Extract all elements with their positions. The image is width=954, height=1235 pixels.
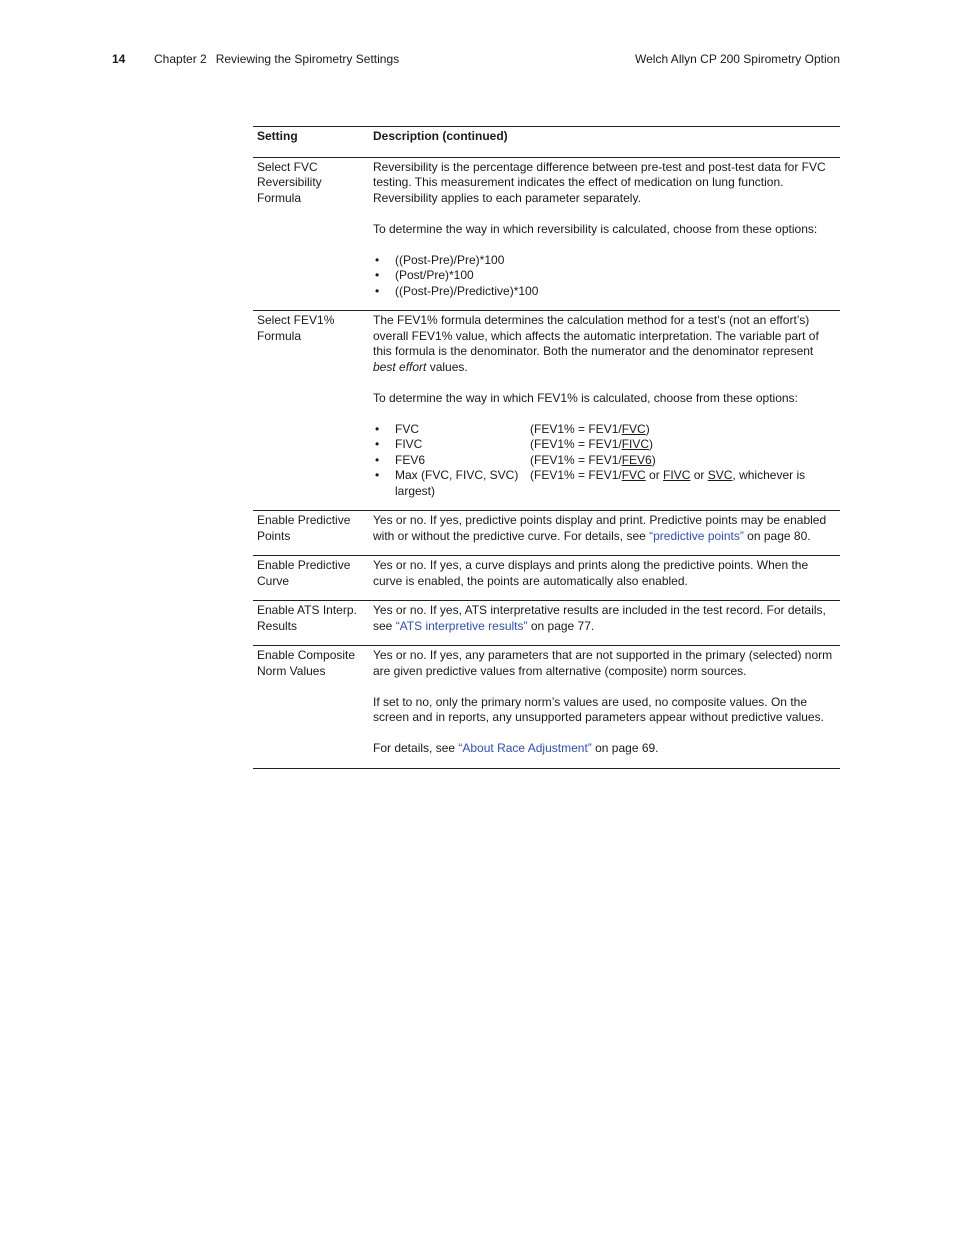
setting-name: Enable Predictive Points <box>253 511 369 556</box>
cross-reference-link[interactable]: “predictive points” <box>649 528 744 543</box>
description-paragraph <box>373 741 836 757</box>
setting-description <box>369 157 840 311</box>
description-paragraph: To determine the way in which reversibility is calculated, choose from these options: <box>373 221 818 236</box>
formula-text: (FEV1% = FEV1/ <box>530 437 622 451</box>
formula-denominator: FVC <box>621 468 646 482</box>
table-row <box>253 157 840 311</box>
list-item <box>373 437 836 453</box>
setting-description <box>369 311 840 511</box>
description-paragraph: Yes or no. If yes, any parameters that are not supported in the primary (selected) norm are given predictive values from alternative (composite) norm sources. <box>373 648 833 678</box>
list-item: • (Post/Pre)*100 <box>373 268 836 284</box>
setting-description <box>369 511 840 556</box>
description-paragraph: To determine the way in which FEV1% is calculated, choose from these options: <box>373 390 798 405</box>
option-name: FIVC <box>395 437 423 451</box>
chapter-label: Chapter 2 <box>154 52 207 66</box>
column-header-setting: Setting <box>253 127 369 158</box>
cross-reference-link[interactable]: “ATS interpretive results” <box>395 618 528 633</box>
text-run: on page 69. <box>591 741 659 755</box>
page-header <box>0 52 954 70</box>
text-run: on page 77. <box>527 618 595 633</box>
list-item: • ((Post-Pre)/Predictive)*100 <box>373 284 836 300</box>
table-header-row <box>253 127 840 158</box>
settings-table <box>253 126 840 769</box>
formula-denominator: FIVC <box>621 437 650 451</box>
list-item <box>373 453 836 469</box>
page-number: 14 <box>112 52 126 66</box>
formula-text: ) <box>645 421 650 436</box>
formula-text: (FEV1% = FEV1/ <box>530 468 622 482</box>
formula-text: ) <box>649 437 654 451</box>
text-run: Yes or no. If yes, ATS interpretative results are included in the test record. For details, see <box>373 603 826 633</box>
description-paragraph: Reversibility is the percentage difference between pre-test and post-test data for FVC testing. This measurement indicates the effect of medication on lung function. Reversibility applies to each parameter separately. <box>373 159 826 205</box>
setting-name: Select FVC Reversibility Formula <box>253 157 369 311</box>
options-list <box>373 422 836 500</box>
setting-name: Select FEV1% Formula <box>253 311 369 511</box>
formula-text: , whichever is largest) <box>395 468 806 498</box>
list-item <box>373 468 836 499</box>
setting-name: Enable Predictive Curve <box>253 556 369 601</box>
table-row <box>253 511 840 556</box>
setting-name: Enable ATS Interp. Results <box>253 601 369 646</box>
description-paragraph <box>373 313 836 375</box>
options-list <box>373 253 836 300</box>
table-row <box>253 556 840 601</box>
text-run: on page 80. <box>743 528 811 543</box>
text-run: The FEV1% formula determines the calculation method for a test’s (not an effort’s) overall FEV1% value, which affects the automatic interpretation. The variable part of this formula is the denominator. Both the numerator and the denominator represent <box>373 313 819 358</box>
setting-description <box>369 601 840 646</box>
formula-denominator: FEV6 <box>621 452 652 467</box>
cross-reference-link[interactable]: “About Race Adjustment” <box>458 741 592 755</box>
formula-denominator: FIVC <box>663 468 691 482</box>
setting-description <box>369 646 840 769</box>
list-item: • ((Post-Pre)/Pre)*100 <box>373 253 836 269</box>
chapter-title: Reviewing the Spirometry Settings <box>215 52 400 66</box>
table-row <box>253 311 840 511</box>
text-run: Yes or no. If yes, predictive points display and print. Predictive points may be enabled with or without the predictive curve. For details, see <box>373 513 827 543</box>
option-name: FEV6 <box>395 452 426 467</box>
formula-denominator: SVC <box>707 468 733 482</box>
description-paragraph: If set to no, only the primary norm’s values are used, no composite values. On the screen and in reports, any unsupported parameters appear without predictive values. <box>373 694 824 724</box>
table-row <box>253 646 840 769</box>
text-run: values. <box>426 359 468 374</box>
formula-text: ) <box>651 452 656 467</box>
list-item <box>373 422 836 438</box>
option-name: Max (FVC, FIVC, SVC) <box>395 468 519 482</box>
table-row <box>253 601 840 646</box>
formula-text: or <box>690 468 708 482</box>
setting-name: Enable Composite Norm Values <box>253 646 369 769</box>
book-title: Welch Allyn CP 200 Spirometry Option <box>635 52 840 66</box>
column-header-description: Description (continued) <box>369 127 840 158</box>
chapter-heading <box>154 52 399 66</box>
formula-denominator: FVC <box>621 421 646 436</box>
formula-text: (FEV1% = FEV1/ <box>530 421 622 436</box>
formula-text: or <box>645 468 664 482</box>
setting-description: Yes or no. If yes, a curve displays and prints along the predictive points. When the curve is enabled, the points are automatically also enabled. <box>369 556 840 601</box>
formula-text: (FEV1% = FEV1/ <box>530 452 622 467</box>
option-name: FVC <box>395 421 419 436</box>
text-run: For details, see <box>373 741 459 755</box>
emphasis-text: best effort <box>373 359 427 374</box>
